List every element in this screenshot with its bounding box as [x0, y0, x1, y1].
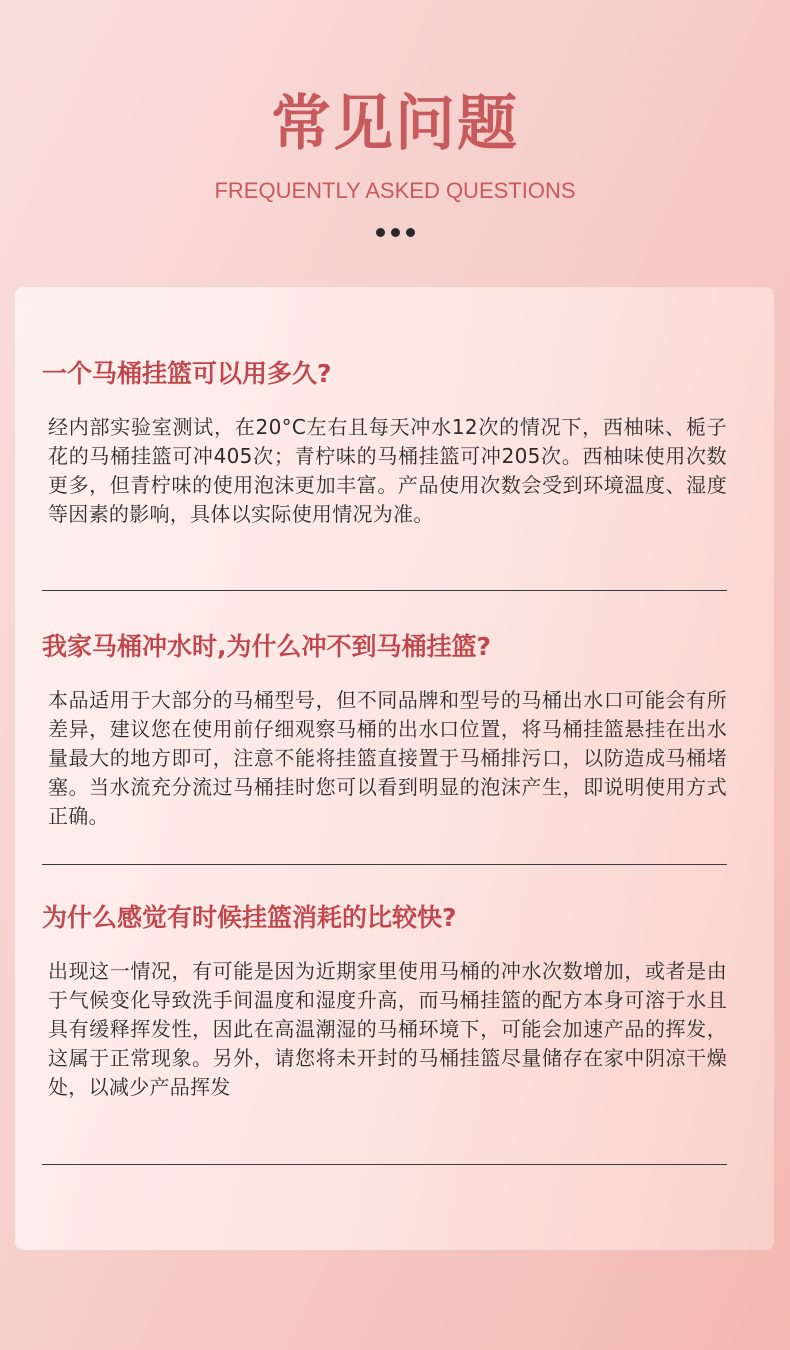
faq-item [42, 357, 727, 529]
faq-question: 一个马桶挂篮可以用多久? [42, 359, 332, 388]
page-title: 常见问题 [271, 89, 519, 159]
dot-icon [376, 228, 385, 237]
faq-divider [42, 590, 727, 591]
dot-icon [391, 228, 400, 237]
faq-item [42, 630, 727, 831]
faq-answer: 出现这一情况，有可能是因为近期家里使用马桶的冲水次数增加，或者是由于气候变化导致洗手间温度和湿度升高，而马桶挂篮的配方本身可溶于水且具有缓释挥发性，因此在高温潮湿的马桶环境下，可能会加速产品的挥发，这属于正常现象。另外，请您将未开封的马桶挂篮尽量储存在家中阴凉干燥处，以减少产品挥发 [48, 959, 727, 1099]
faq-question: 为什么感觉有时候挂篮消耗的比较快? [42, 903, 457, 932]
faq-answer: 经内部实验室测试，在20°C左右且每天冲水12次的情况下，西柚味、栀子花的马桶挂篮可冲405次；青柠味的马桶挂篮可冲205次。西柚味使用次数更多，但青柠味的使用泡沫更加丰富。产品使用次数会受到环境温度、湿度等因素的影响，具体以实际使用情况为准。 [48, 415, 727, 526]
page-subtitle: FREQUENTLY ASKED QUESTIONS [214, 178, 576, 203]
faq-divider [42, 864, 727, 865]
faq-question: 我家马桶冲水时,为什么冲不到马桶挂篮? [42, 632, 492, 661]
decorative-dots [0, 228, 790, 237]
faq-divider [42, 1164, 727, 1165]
dot-icon [406, 228, 415, 237]
faq-header [0, 0, 790, 280]
faq-answer: 本品适用于大部分的马桶型号，但不同品牌和型号的马桶出水口可能会有所差异，建议您在使用前仔细观察马桶的出水口位置，将马桶挂篮悬挂在出水量最大的地方即可，注意不能将挂篮直接置于马桶排污口，以防造成马桶堵塞。当水流充分流过马桶挂时您可以看到明显的泡沫产生，即说明使用方式正确。 [48, 688, 727, 828]
faq-item [42, 901, 727, 1102]
faq-card [15, 287, 774, 1250]
